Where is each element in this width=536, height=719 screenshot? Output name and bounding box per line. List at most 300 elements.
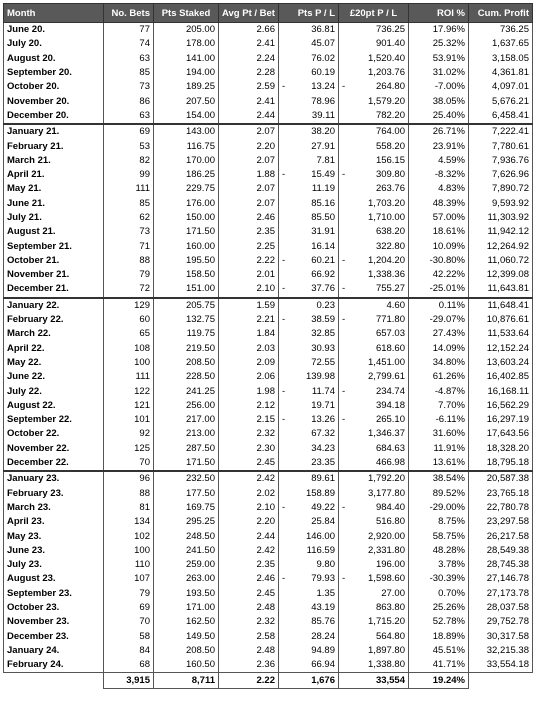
- bets-cell: 63: [104, 52, 154, 66]
- table-row: [4, 154, 533, 168]
- table-row: [4, 601, 533, 615]
- staked-cell: 259.00: [154, 558, 219, 572]
- pl-20pt-cell: [339, 154, 409, 168]
- cum-profit-cell: 11,533.64: [469, 327, 533, 341]
- roi-cell: 17.96%: [409, 23, 469, 38]
- staked-cell: 132.75: [154, 313, 219, 327]
- month-cell: October 20.: [4, 80, 104, 94]
- pts-pl-cell: [279, 139, 339, 153]
- roi-cell: 0.70%: [409, 587, 469, 601]
- roi-cell: -29.07%: [409, 313, 469, 327]
- pl-20pt-cell: [339, 456, 409, 471]
- table-row: [4, 384, 533, 398]
- staked-cell: 171.50: [154, 225, 219, 239]
- pl-20pt-cell: [339, 268, 409, 282]
- avg-cell: 2.01: [219, 268, 279, 282]
- cum-profit-cell: 7,222.41: [469, 124, 533, 139]
- pl-20pt-value: 265.10: [375, 414, 405, 426]
- avg-cell: 2.28: [219, 66, 279, 80]
- month-cell: February 22.: [4, 313, 104, 327]
- negative-sign: -: [282, 254, 286, 266]
- pl-20pt-value: 3,177.80: [368, 487, 405, 499]
- cum-profit-cell: 11,060.72: [469, 254, 533, 268]
- pl-20pt-value: 234.74: [375, 385, 405, 397]
- pts-pl-cell: [279, 427, 339, 441]
- cum-profit-cell: 10,876.61: [469, 313, 533, 327]
- cum-profit-cell: 4,361.81: [469, 66, 533, 80]
- table-row: [4, 356, 533, 370]
- pts-pl-cell: [279, 658, 339, 673]
- cum-profit-cell: 9,593.92: [469, 197, 533, 211]
- bets-cell: 68: [104, 658, 154, 673]
- pl-20pt-cell: [339, 471, 409, 486]
- table-row: [4, 254, 533, 268]
- negative-sign: -: [342, 414, 346, 426]
- roi-cell: 18.89%: [409, 629, 469, 643]
- bets-cell: 129: [104, 298, 154, 313]
- cum-profit-cell: 11,303.92: [469, 211, 533, 225]
- month-cell: September 22.: [4, 413, 104, 427]
- pts-pl-value: 38.59: [311, 314, 335, 326]
- table-row: [4, 427, 533, 441]
- pts-pl-cell: [279, 94, 339, 108]
- pts-pl-value: 66.92: [311, 269, 335, 281]
- staked-cell: 116.75: [154, 139, 219, 153]
- pts-pl-cell: [279, 629, 339, 643]
- roi-cell: 26.71%: [409, 124, 469, 139]
- bets-cell: 73: [104, 80, 154, 94]
- bets-cell: 71: [104, 239, 154, 253]
- staked-cell: 119.75: [154, 327, 219, 341]
- table-row: [4, 211, 533, 225]
- avg-cell: 1.88: [219, 168, 279, 182]
- staked-cell: 189.25: [154, 80, 219, 94]
- staked-cell: 176.00: [154, 197, 219, 211]
- table-row: [4, 313, 533, 327]
- staked-cell: 178.00: [154, 37, 219, 51]
- pl-20pt-value: 657.03: [375, 328, 405, 340]
- staked-cell: 241.50: [154, 544, 219, 558]
- negative-sign: -: [342, 385, 346, 397]
- bets-cell: 62: [104, 211, 154, 225]
- totals-avg: 2.22: [219, 673, 279, 689]
- bets-cell: 88: [104, 254, 154, 268]
- roi-cell: 45.51%: [409, 644, 469, 658]
- table-row: [4, 644, 533, 658]
- month-cell: November 23.: [4, 615, 104, 629]
- month-cell: July 23.: [4, 558, 104, 572]
- roi-cell: -6.11%: [409, 413, 469, 427]
- cum-profit-cell: 12,152.24: [469, 342, 533, 356]
- pl-20pt-cell: [339, 487, 409, 501]
- pts-pl-value: 11.74: [311, 385, 335, 397]
- pts-pl-cell: [279, 268, 339, 282]
- bets-cell: 77: [104, 23, 154, 38]
- table-row: [4, 370, 533, 384]
- pts-pl-cell: [279, 37, 339, 51]
- avg-cell: 2.03: [219, 342, 279, 356]
- bets-cell: 92: [104, 427, 154, 441]
- month-cell: September 23.: [4, 587, 104, 601]
- pl-20pt-cell: [339, 644, 409, 658]
- cum-profit-cell: 7,890.72: [469, 182, 533, 196]
- bets-cell: 101: [104, 413, 154, 427]
- roi-cell: 41.71%: [409, 658, 469, 673]
- pts-pl-value: 116.59: [306, 544, 335, 556]
- header-cum-profit: Cum. Profit: [469, 4, 533, 23]
- header-month: Month: [4, 4, 104, 23]
- pl-20pt-value: 156.15: [375, 154, 405, 166]
- bets-cell: 122: [104, 384, 154, 398]
- staked-cell: 219.50: [154, 342, 219, 356]
- staked-cell: 158.50: [154, 268, 219, 282]
- table-row: [4, 413, 533, 427]
- pl-20pt-value: 1,579.20: [368, 95, 405, 107]
- pl-20pt-value: 638.20: [375, 226, 405, 238]
- pts-pl-cell: [279, 66, 339, 80]
- pl-20pt-value: 684.63: [375, 442, 405, 454]
- pts-pl-cell: [279, 168, 339, 182]
- avg-cell: 2.07: [219, 124, 279, 139]
- totals-blank-cell: [4, 673, 104, 689]
- pts-pl-value: 76.02: [311, 52, 335, 64]
- header-20pt-pl: £20pt P / L: [339, 4, 409, 23]
- header-pts-staked: Pts Staked: [154, 4, 219, 23]
- table-row: [4, 615, 533, 629]
- pts-pl-cell: [279, 370, 339, 384]
- pts-pl-value: 11.19: [311, 183, 335, 195]
- staked-cell: 154.00: [154, 109, 219, 124]
- cum-profit-cell: 11,648.41: [469, 298, 533, 313]
- pl-20pt-cell: [339, 399, 409, 413]
- table-row: [4, 658, 533, 673]
- table-row: [4, 487, 533, 501]
- cum-profit-cell: 26,217.58: [469, 529, 533, 543]
- header-pts-pl: Pts P / L: [279, 4, 339, 23]
- cum-profit-cell: 7,780.61: [469, 139, 533, 153]
- pl-20pt-value: 263.76: [375, 183, 405, 195]
- month-cell: November 20.: [4, 94, 104, 108]
- avg-cell: 2.32: [219, 615, 279, 629]
- table-row: [4, 629, 533, 643]
- cum-profit-cell: 3,158.05: [469, 52, 533, 66]
- roi-cell: 48.28%: [409, 544, 469, 558]
- pl-20pt-value: 771.80: [375, 314, 405, 326]
- pts-pl-value: 30.93: [311, 342, 335, 354]
- avg-cell: 2.12: [219, 399, 279, 413]
- pl-20pt-value: 1,715.20: [368, 616, 405, 628]
- roi-cell: 31.60%: [409, 427, 469, 441]
- staked-cell: 170.00: [154, 154, 219, 168]
- avg-cell: 2.02: [219, 487, 279, 501]
- table-row: [4, 80, 533, 94]
- pts-pl-cell: [279, 211, 339, 225]
- pts-pl-value: 60.21: [311, 254, 335, 266]
- pts-pl-value: 85.16: [311, 197, 335, 209]
- table-row: [4, 23, 533, 38]
- roi-cell: 25.32%: [409, 37, 469, 51]
- pl-20pt-value: 27.00: [381, 587, 405, 599]
- roi-cell: -29.00%: [409, 501, 469, 515]
- cum-profit-cell: 27,146.78: [469, 572, 533, 586]
- staked-cell: 149.50: [154, 629, 219, 643]
- table-row: [4, 197, 533, 211]
- staked-cell: 205.00: [154, 23, 219, 38]
- bets-cell: 70: [104, 456, 154, 471]
- pl-20pt-cell: [339, 52, 409, 66]
- pts-pl-cell: [279, 282, 339, 297]
- pl-20pt-value: 1,792.20: [368, 473, 405, 485]
- pl-20pt-value: 394.18: [375, 399, 405, 411]
- avg-cell: 2.20: [219, 515, 279, 529]
- month-cell: February 24.: [4, 658, 104, 673]
- pts-pl-value: 13.24: [311, 81, 335, 93]
- month-cell: January 22.: [4, 298, 104, 313]
- roi-cell: 52.78%: [409, 615, 469, 629]
- avg-cell: 2.07: [219, 154, 279, 168]
- staked-cell: 160.00: [154, 239, 219, 253]
- pl-20pt-cell: [339, 197, 409, 211]
- table-row: [4, 501, 533, 515]
- staked-cell: 193.50: [154, 587, 219, 601]
- roi-cell: 7.70%: [409, 399, 469, 413]
- totals-blank-cell: [469, 673, 533, 689]
- month-cell: October 21.: [4, 254, 104, 268]
- roi-cell: 4.59%: [409, 154, 469, 168]
- pts-pl-value: 67.32: [311, 428, 335, 440]
- pts-pl-value: 0.23: [316, 299, 335, 311]
- pts-pl-value: 139.98: [305, 371, 335, 383]
- cum-profit-cell: 17,643.56: [469, 427, 533, 441]
- pl-20pt-cell: [339, 629, 409, 643]
- staked-cell: 160.50: [154, 658, 219, 673]
- pts-pl-cell: [279, 23, 339, 38]
- negative-sign: -: [282, 169, 286, 181]
- month-cell: December 20.: [4, 109, 104, 124]
- pts-pl-cell: [279, 572, 339, 586]
- staked-cell: 229.75: [154, 182, 219, 196]
- month-cell: July 21.: [4, 211, 104, 225]
- roi-cell: 31.02%: [409, 66, 469, 80]
- pts-pl-cell: [279, 182, 339, 196]
- pts-pl-value: 16.14: [311, 240, 335, 252]
- pl-20pt-cell: [339, 558, 409, 572]
- avg-cell: 2.45: [219, 587, 279, 601]
- avg-cell: 2.25: [219, 239, 279, 253]
- cum-profit-cell: 11,942.12: [469, 225, 533, 239]
- staked-cell: 248.50: [154, 529, 219, 543]
- negative-sign: -: [282, 81, 286, 93]
- totals-bets: 3,915: [104, 673, 154, 689]
- pts-pl-value: 13.26: [311, 414, 335, 426]
- header-no-bets: No. Bets: [104, 4, 154, 23]
- roi-cell: 25.40%: [409, 109, 469, 124]
- month-cell: June 22.: [4, 370, 104, 384]
- staked-cell: 263.00: [154, 572, 219, 586]
- staked-cell: 208.50: [154, 356, 219, 370]
- pl-20pt-value: 2,331.80: [368, 544, 405, 556]
- staked-cell: 186.25: [154, 168, 219, 182]
- pl-20pt-cell: [339, 601, 409, 615]
- roi-cell: 13.61%: [409, 456, 469, 471]
- cum-profit-cell: 18,328.20: [469, 442, 533, 456]
- negative-sign: -: [342, 501, 346, 513]
- negative-sign: -: [282, 414, 286, 426]
- avg-cell: 1.84: [219, 327, 279, 341]
- pl-20pt-value: 196.00: [375, 559, 405, 571]
- pts-pl-value: 27.91: [311, 140, 335, 152]
- bets-cell: 96: [104, 471, 154, 486]
- staked-cell: 208.50: [154, 644, 219, 658]
- table-row: [4, 298, 533, 313]
- avg-cell: 2.07: [219, 197, 279, 211]
- pl-20pt-value: 1,703.20: [368, 197, 405, 209]
- pl-20pt-value: 2,920.00: [368, 530, 405, 542]
- bets-cell: 72: [104, 282, 154, 297]
- bets-cell: 100: [104, 544, 154, 558]
- table-row: [4, 109, 533, 124]
- table-row: [4, 399, 533, 413]
- pts-pl-cell: [279, 558, 339, 572]
- avg-cell: 2.22: [219, 254, 279, 268]
- month-cell: November 22.: [4, 442, 104, 456]
- bets-cell: 107: [104, 572, 154, 586]
- bets-cell: 74: [104, 37, 154, 51]
- pl-20pt-cell: [339, 615, 409, 629]
- pl-20pt-cell: [339, 515, 409, 529]
- bets-cell: 100: [104, 356, 154, 370]
- pts-pl-cell: [279, 80, 339, 94]
- pl-20pt-value: 1,346.37: [368, 428, 405, 440]
- pl-20pt-value: 1,203.76: [368, 67, 405, 79]
- pl-20pt-value: 1,204.20: [368, 254, 405, 266]
- month-cell: March 23.: [4, 501, 104, 515]
- avg-cell: 2.09: [219, 356, 279, 370]
- bets-cell: 70: [104, 615, 154, 629]
- pl-20pt-cell: [339, 572, 409, 586]
- pl-20pt-cell: [339, 529, 409, 543]
- avg-cell: 2.44: [219, 109, 279, 124]
- staked-cell: 162.50: [154, 615, 219, 629]
- pl-20pt-value: 2,799.61: [368, 371, 405, 383]
- table-row: [4, 558, 533, 572]
- table-row: [4, 342, 533, 356]
- pl-20pt-cell: [339, 94, 409, 108]
- pts-pl-cell: [279, 298, 339, 313]
- pl-20pt-cell: [339, 139, 409, 153]
- pts-pl-value: 43.19: [311, 602, 335, 614]
- pl-20pt-cell: [339, 66, 409, 80]
- cum-profit-cell: 4,097.01: [469, 80, 533, 94]
- bets-cell: 65: [104, 327, 154, 341]
- avg-cell: 2.10: [219, 282, 279, 297]
- staked-cell: 194.00: [154, 66, 219, 80]
- bets-cell: 53: [104, 139, 154, 153]
- pl-20pt-value: 764.00: [375, 126, 405, 138]
- pl-20pt-cell: [339, 413, 409, 427]
- pl-20pt-cell: [339, 544, 409, 558]
- pl-20pt-cell: [339, 211, 409, 225]
- cum-profit-cell: 12,399.08: [469, 268, 533, 282]
- table-row: [4, 139, 533, 153]
- staked-cell: 217.00: [154, 413, 219, 427]
- bets-cell: 58: [104, 629, 154, 643]
- table-row: [4, 282, 533, 297]
- table-row: [4, 471, 533, 486]
- roi-cell: 11.91%: [409, 442, 469, 456]
- cum-profit-cell: 16,402.85: [469, 370, 533, 384]
- pts-pl-value: 39.11: [311, 109, 335, 121]
- pts-pl-cell: [279, 124, 339, 139]
- month-cell: August 23.: [4, 572, 104, 586]
- pts-pl-cell: [279, 225, 339, 239]
- negative-sign: -: [342, 81, 346, 93]
- pts-pl-cell: [279, 644, 339, 658]
- staked-cell: 151.00: [154, 282, 219, 297]
- negative-sign: -: [342, 169, 346, 181]
- table-row: [4, 456, 533, 471]
- month-cell: May 22.: [4, 356, 104, 370]
- roi-cell: 14.09%: [409, 342, 469, 356]
- pts-pl-value: 36.81: [311, 24, 335, 36]
- pl-20pt-value: 309.80: [375, 169, 405, 181]
- pts-pl-cell: [279, 313, 339, 327]
- bets-cell: 86: [104, 94, 154, 108]
- pl-20pt-value: 1,520.40: [368, 52, 405, 64]
- negative-sign: -: [282, 385, 286, 397]
- pts-pl-cell: [279, 544, 339, 558]
- roi-cell: 42.22%: [409, 268, 469, 282]
- table-row: [4, 66, 533, 80]
- month-cell: April 23.: [4, 515, 104, 529]
- pts-pl-value: 23.35: [311, 457, 335, 469]
- bets-cell: 79: [104, 268, 154, 282]
- totals-pts-pl: 1,676: [279, 673, 339, 689]
- pl-20pt-cell: [339, 298, 409, 313]
- pl-20pt-value: 782.20: [375, 109, 405, 121]
- avg-cell: 2.15: [219, 413, 279, 427]
- pts-pl-value: 79.93: [311, 573, 335, 585]
- bets-cell: 111: [104, 182, 154, 196]
- table-body: [4, 23, 533, 689]
- month-cell: June 20.: [4, 23, 104, 38]
- avg-cell: 2.45: [219, 456, 279, 471]
- month-cell: August 22.: [4, 399, 104, 413]
- cum-profit-cell: 5,676.21: [469, 94, 533, 108]
- cum-profit-cell: 33,554.18: [469, 658, 533, 673]
- table-row: [4, 239, 533, 253]
- month-cell: June 21.: [4, 197, 104, 211]
- negative-sign: -: [282, 573, 286, 585]
- avg-cell: 2.30: [219, 442, 279, 456]
- bets-cell: 63: [104, 109, 154, 124]
- pts-pl-cell: [279, 413, 339, 427]
- roi-cell: 53.91%: [409, 52, 469, 66]
- month-cell: February 21.: [4, 139, 104, 153]
- cum-profit-cell: 18,795.18: [469, 456, 533, 471]
- avg-cell: 2.24: [219, 52, 279, 66]
- cum-profit-cell: 28,549.38: [469, 544, 533, 558]
- pts-pl-cell: [279, 197, 339, 211]
- staked-cell: 228.50: [154, 370, 219, 384]
- pts-pl-value: 72.55: [311, 356, 335, 368]
- table-row: [4, 529, 533, 543]
- month-cell: June 23.: [4, 544, 104, 558]
- pts-pl-cell: [279, 109, 339, 124]
- pts-pl-cell: [279, 399, 339, 413]
- pts-pl-value: 78.96: [311, 95, 335, 107]
- negative-sign: -: [342, 254, 346, 266]
